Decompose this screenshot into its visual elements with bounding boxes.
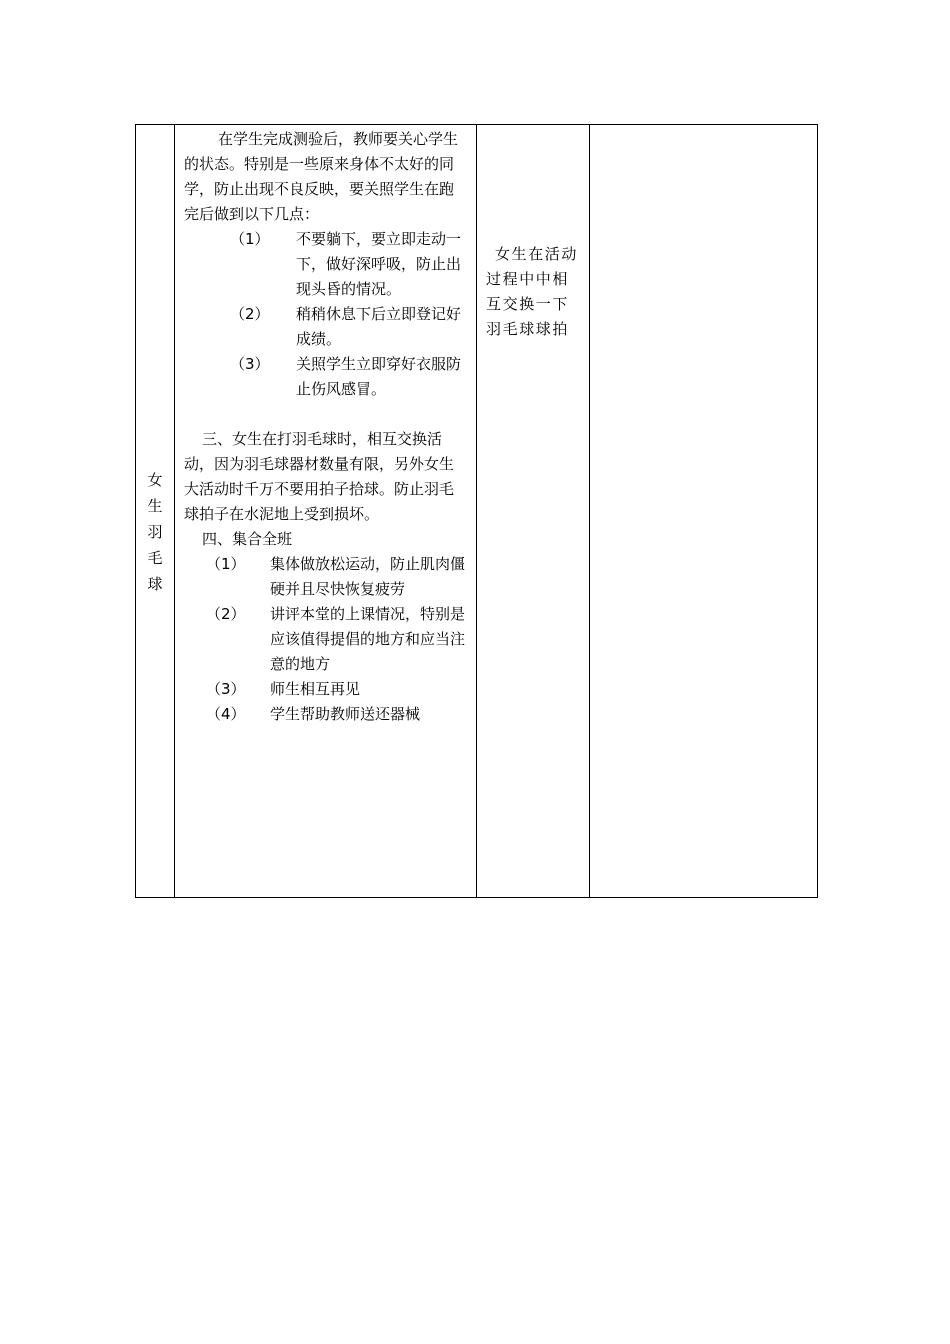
section-three-paragraph: 三、女生在打羽毛球时，相互交换活动，因为羽毛球器材数量有限，另外女生大活动时千万不要用拍子拾球。防止羽毛球拍子在水泥地上受到损坏。	[184, 430, 455, 523]
item-text: 不要躺下，要立即走动一下，做好深呼吸，防止出现头昏的情况。	[296, 230, 462, 298]
item-text: 师生相互再见	[270, 680, 361, 698]
note-text: 女生在活动过程中中相互交换一下羽毛球球拍	[486, 245, 579, 338]
item-number: （4）	[206, 705, 246, 723]
list-item	[184, 677, 468, 702]
item-number: （3）	[230, 355, 270, 373]
main-content-cell	[175, 125, 477, 898]
item-text: 稍稍休息下后立即登记好成绩。	[296, 305, 462, 348]
item-number: （1）	[206, 555, 246, 573]
empty-cell	[590, 125, 818, 898]
side-label-cell	[136, 125, 175, 898]
list-item	[184, 552, 468, 602]
list-item	[184, 227, 468, 302]
side-label-char: 生	[147, 497, 163, 515]
list-item	[184, 302, 468, 352]
lesson-plan-table	[135, 124, 818, 898]
side-label-char: 羽	[147, 523, 163, 541]
list-item	[184, 352, 468, 402]
section-four-title: 四、集合全班	[202, 530, 293, 548]
closing-list	[184, 552, 468, 727]
item-text: 集体做放松运动，防止肌肉僵硬并且尽快恢复疲劳	[270, 555, 466, 598]
item-number: （1）	[230, 230, 270, 248]
item-text: 学生帮助教师送还器械	[270, 705, 421, 723]
side-label-char: 球	[147, 575, 163, 593]
table-row	[136, 125, 818, 898]
list-item	[184, 702, 468, 727]
item-text: 关照学生立即穿好衣服防止伤风感冒。	[296, 355, 462, 398]
side-label-char: 女	[147, 471, 163, 489]
item-number: （3）	[206, 680, 246, 698]
intro-paragraph: 在学生完成测验后，教师要关心学生的状态。特别是一些原来身体不太好的同学，防止出现不良反映，要关照学生在跑完后做到以下几点：	[184, 130, 459, 223]
item-number: （2）	[206, 605, 246, 623]
side-label-char: 毛	[147, 549, 163, 567]
after-test-list	[184, 227, 468, 402]
note-cell	[477, 125, 590, 898]
list-item	[184, 602, 468, 677]
item-text: 讲评本堂的上课情况，特别是应该值得提倡的地方和应当注意的地方	[270, 605, 466, 673]
side-label	[136, 425, 174, 597]
note-content	[477, 125, 589, 342]
main-content	[175, 125, 476, 727]
item-number: （2）	[230, 305, 270, 323]
blank-line	[184, 402, 468, 427]
